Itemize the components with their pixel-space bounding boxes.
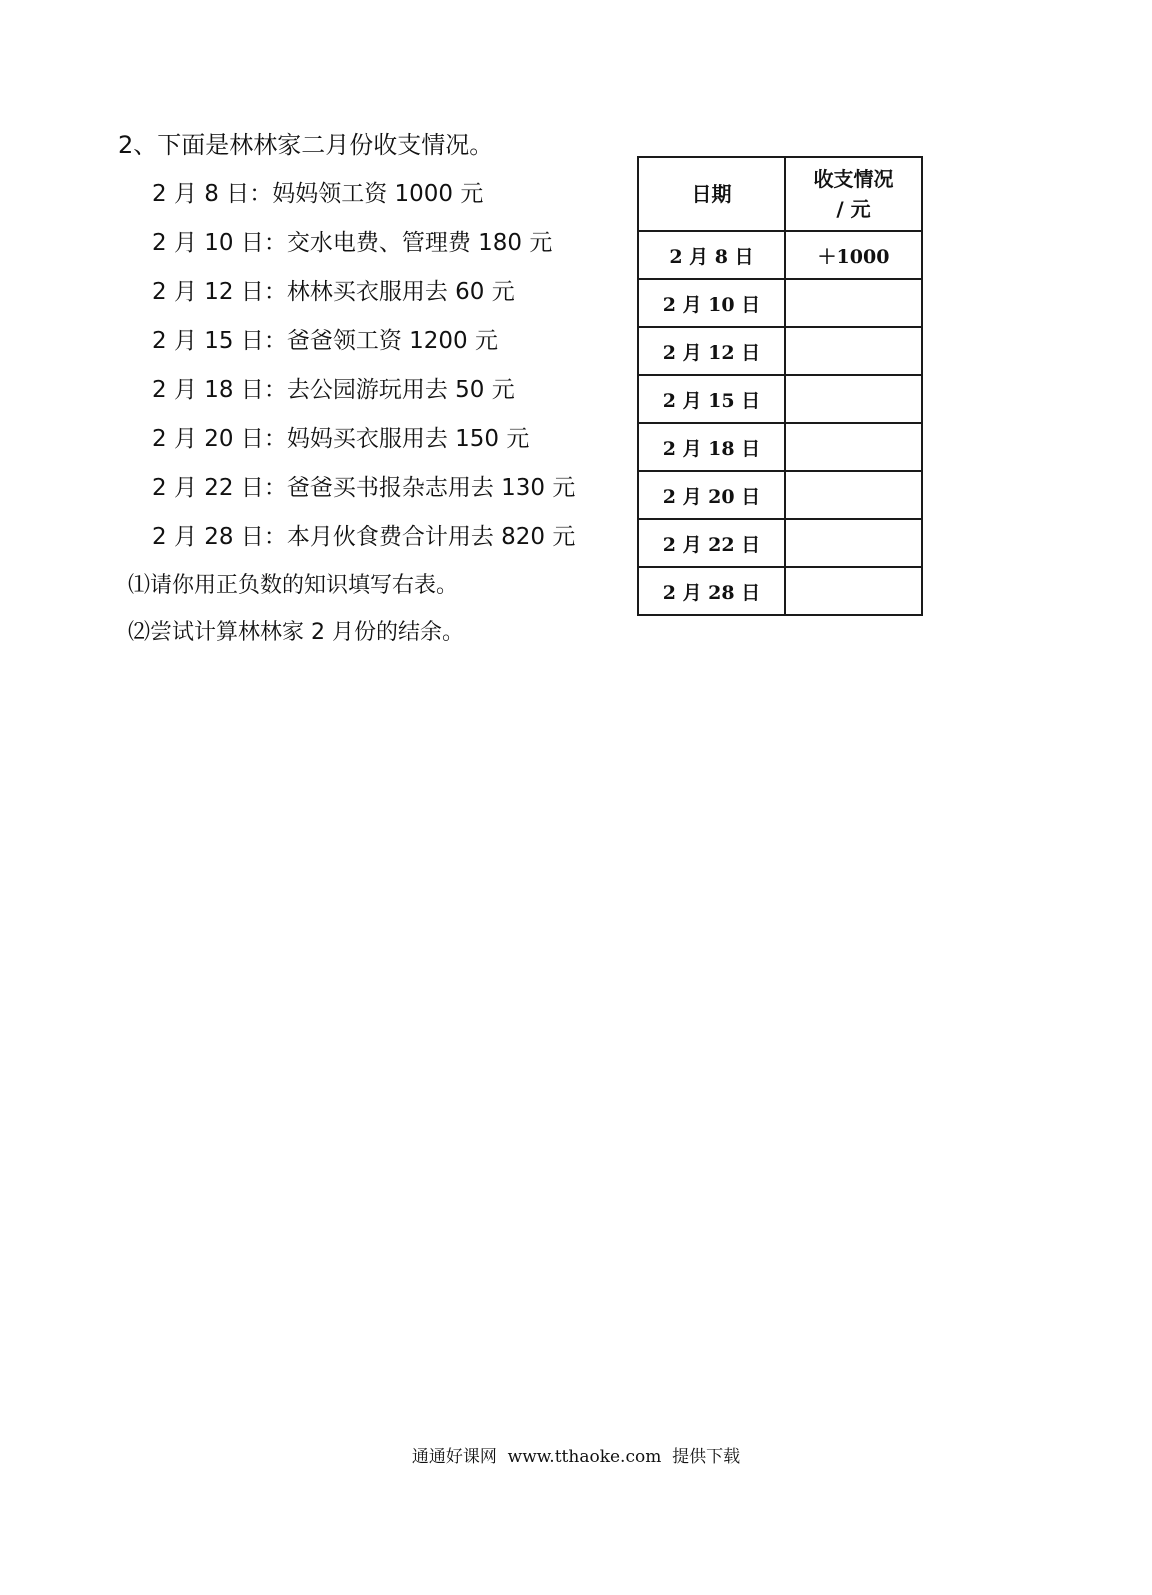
- table-header-row: [638, 157, 922, 231]
- question-title: 2、下面是林林家二月份收支情况。: [118, 131, 494, 159]
- table-row: [638, 471, 922, 519]
- row-date: 2 月 20 日: [638, 471, 785, 519]
- record-item: 2 月 12 日：林林买衣服用去 60 元: [152, 279, 515, 305]
- row-amount[interactable]: [785, 471, 922, 519]
- record-item: 2 月 28 日：本月伙食费合计用去 820 元: [152, 524, 576, 550]
- row-date: 2 月 12 日: [638, 327, 785, 375]
- sub-question-1: ⑴请你用正负数的知识填写右表。: [128, 573, 459, 598]
- row-amount[interactable]: ＋1000: [785, 231, 922, 279]
- question-block: [118, 128, 618, 663]
- table-row: [638, 327, 922, 375]
- row-date: 2 月 18 日: [638, 423, 785, 471]
- footer-credit: 通通好课网 www.tthaoke.com 提供下载: [411, 1447, 741, 1467]
- sub-question-2: ⑵尝试计算林林家 2 月份的结余。: [128, 620, 464, 645]
- row-amount[interactable]: [785, 567, 922, 615]
- row-date: 2 月 8 日: [638, 231, 785, 279]
- row-date: 2 月 28 日: [638, 567, 785, 615]
- row-date: 2 月 10 日: [638, 279, 785, 327]
- table-row: [638, 279, 922, 327]
- record-item: 2 月 15 日：爸爸领工资 1200 元: [152, 328, 498, 354]
- header-date: 日期: [638, 157, 785, 231]
- record-list: [118, 177, 618, 569]
- record-item: 2 月 18 日：去公园游玩用去 50 元: [152, 377, 515, 403]
- row-amount[interactable]: [785, 375, 922, 423]
- record-item: 2 月 20 日：妈妈买衣服用去 150 元: [152, 426, 530, 452]
- row-amount[interactable]: [785, 327, 922, 375]
- table-row: [638, 423, 922, 471]
- row-date: 2 月 15 日: [638, 375, 785, 423]
- row-amount[interactable]: [785, 519, 922, 567]
- row-amount[interactable]: [785, 279, 922, 327]
- income-expense-table: [637, 156, 923, 616]
- header-amount: 收支情况 / 元: [785, 157, 922, 231]
- record-item: 2 月 8 日：妈妈领工资 1000 元: [152, 181, 484, 207]
- table-row: [638, 567, 922, 615]
- record-item: 2 月 10 日：交水电费、管理费 180 元: [152, 230, 553, 256]
- row-date: 2 月 22 日: [638, 519, 785, 567]
- table-row: [638, 519, 922, 567]
- sub-question-list: [118, 569, 618, 663]
- row-amount[interactable]: [785, 423, 922, 471]
- table-row: [638, 375, 922, 423]
- record-item: 2 月 22 日：爸爸买书报杂志用去 130 元: [152, 475, 576, 501]
- table-row: [638, 231, 922, 279]
